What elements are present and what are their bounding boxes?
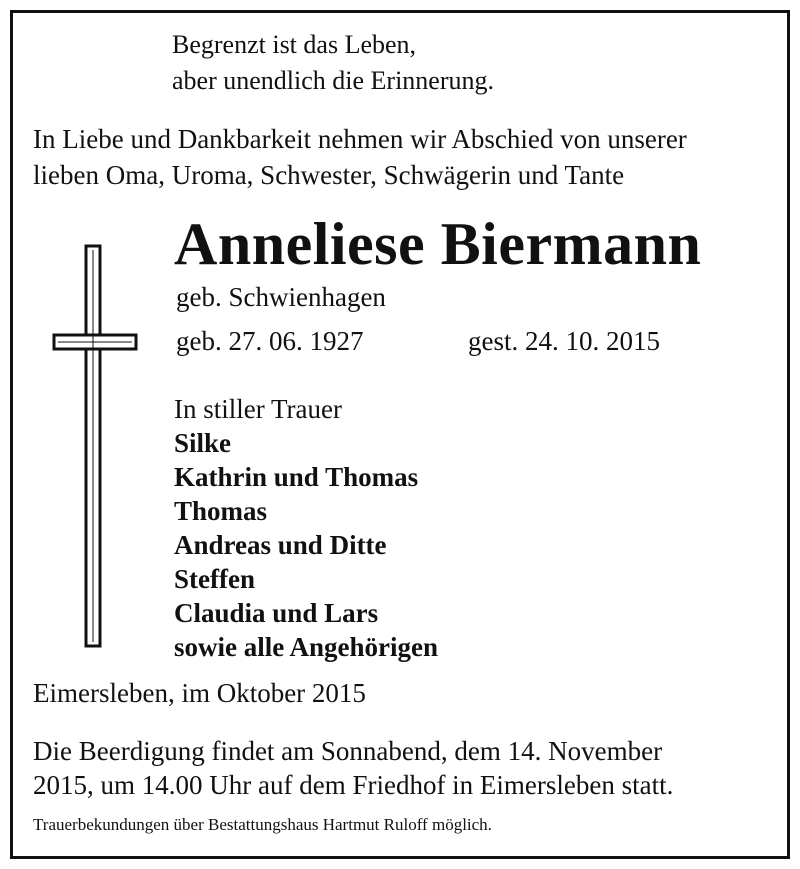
mourner-item: Thomas	[174, 496, 268, 526]
mourner-item: Steffen	[174, 564, 255, 594]
deceased-name: Anneliese Biermann	[174, 211, 702, 277]
mourner-item: Silke	[174, 428, 232, 458]
death-date: gest. 24. 10. 2015	[468, 326, 660, 356]
intro-line-1: In Liebe und Dankbarkeit nehmen wir Abschied von unserer	[33, 124, 687, 154]
mourner-item: Claudia und Lars	[174, 598, 379, 628]
mourners-heading: In stiller Trauer	[174, 394, 342, 424]
motto-line-1: Begrenzt ist das Leben,	[172, 30, 417, 59]
birth-date: geb. 27. 06. 1927	[176, 326, 364, 356]
maiden-name: geb. Schwienhagen	[176, 282, 386, 312]
cross-icon	[50, 244, 140, 649]
mourner-item: sowie alle Angehörigen	[174, 632, 438, 662]
funeral-line-2: 2015, um 14.00 Uhr auf dem Friedhof in Eimersleben statt.	[33, 770, 674, 800]
mourner-item: Andreas und Ditte	[174, 530, 387, 560]
condolence-note: Trauerbekundungen über Bestattungshaus Hartmut Ruloff möglich.	[33, 815, 492, 834]
intro-line-2: lieben Oma, Uroma, Schwester, Schwägerin und Tante	[33, 160, 625, 190]
place-date: Eimersleben, im Oktober 2015	[33, 678, 366, 708]
motto-line-2: aber unendlich die Erinnerung.	[172, 66, 494, 95]
mourner-item: Kathrin und Thomas	[174, 462, 419, 492]
funeral-line-1: Die Beerdigung findet am Sonnabend, dem 14. November	[33, 736, 663, 766]
